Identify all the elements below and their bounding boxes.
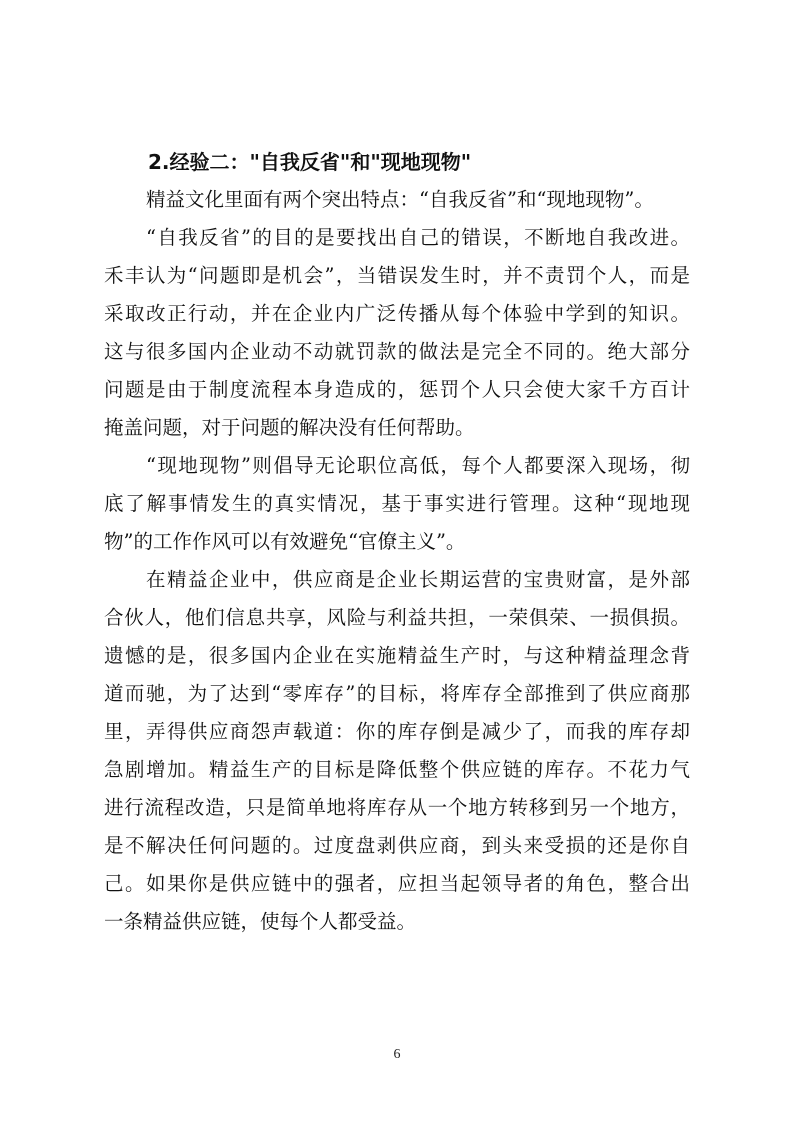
page-content bbox=[104, 143, 690, 941]
text-line: 精益文化里面有两个突出特点：“自我反省”和“现地现物”。 bbox=[146, 188, 654, 211]
paragraph-2 bbox=[104, 219, 690, 447]
text-line: 采取改正行动，并在企业内广泛传播从每个体验中学到的知识。 bbox=[104, 302, 690, 325]
page-number: 6 bbox=[393, 1047, 401, 1062]
text-line: 合伙人，他们信息共享，风险与利益共担，一荣俱荣、一损俱损。 bbox=[104, 606, 690, 629]
text-line: 物”的工作作风可以有效避免“官僚主义”。 bbox=[104, 530, 466, 553]
text-line: “自我反省”的目的是要找出自己的错误，不断地自我改进。 bbox=[146, 226, 690, 249]
paragraph-4 bbox=[104, 561, 690, 941]
text-line: 道而驰，为了达到“零库存”的目标，将库存全部推到了供应商那 bbox=[104, 682, 690, 705]
text-line: 里，弄得供应商怨声载道：你的库存倒是减少了，而我的库存却 bbox=[104, 720, 690, 743]
text-line: 是不解决任何问题的。过度盘剥供应商，到头来受损的还是你自 bbox=[104, 834, 690, 857]
paragraph-1 bbox=[104, 181, 690, 219]
section-heading: 2.经验二："自我反省"和"现地现物" bbox=[148, 150, 472, 174]
text-line: 进行流程改造，只是简单地将库存从一个地方转移到另一个地方， bbox=[104, 796, 690, 819]
text-line: 问题是由于制度流程本身造成的，惩罚个人只会使大家千方百计 bbox=[104, 378, 690, 401]
text-line: 一条精益供应链，使每个人都受益。 bbox=[104, 910, 417, 933]
text-line: 掩盖问题，对于问题的解决没有任何帮助。 bbox=[104, 416, 475, 439]
text-line: 禾丰认为“问题即是机会”，当错误发生时，并不责罚个人，而是 bbox=[104, 264, 690, 287]
paragraph-3 bbox=[104, 447, 690, 561]
text-line: 急剧增加。精益生产的目标是降低整个供应链的库存。不花力气 bbox=[104, 758, 690, 781]
text-line: 这与很多国内企业动不动就罚款的做法是完全不同的。绝大部分 bbox=[104, 340, 690, 363]
text-line: “现地现物”则倡导无论职位高低，每个人都要深入现场，彻 bbox=[146, 454, 690, 477]
text-line: 己。如果你是供应链中的强者，应担当起领导者的角色，整合出 bbox=[104, 872, 690, 895]
text-line: 底了解事情发生的真实情况，基于事实进行管理。这种“现地现 bbox=[104, 492, 690, 515]
text-line: 遗憾的是，很多国内企业在实施精益生产时，与这种精益理念背 bbox=[104, 644, 690, 667]
text-line: 在精益企业中，供应商是企业长期运营的宝贵财富，是外部 bbox=[146, 568, 690, 591]
